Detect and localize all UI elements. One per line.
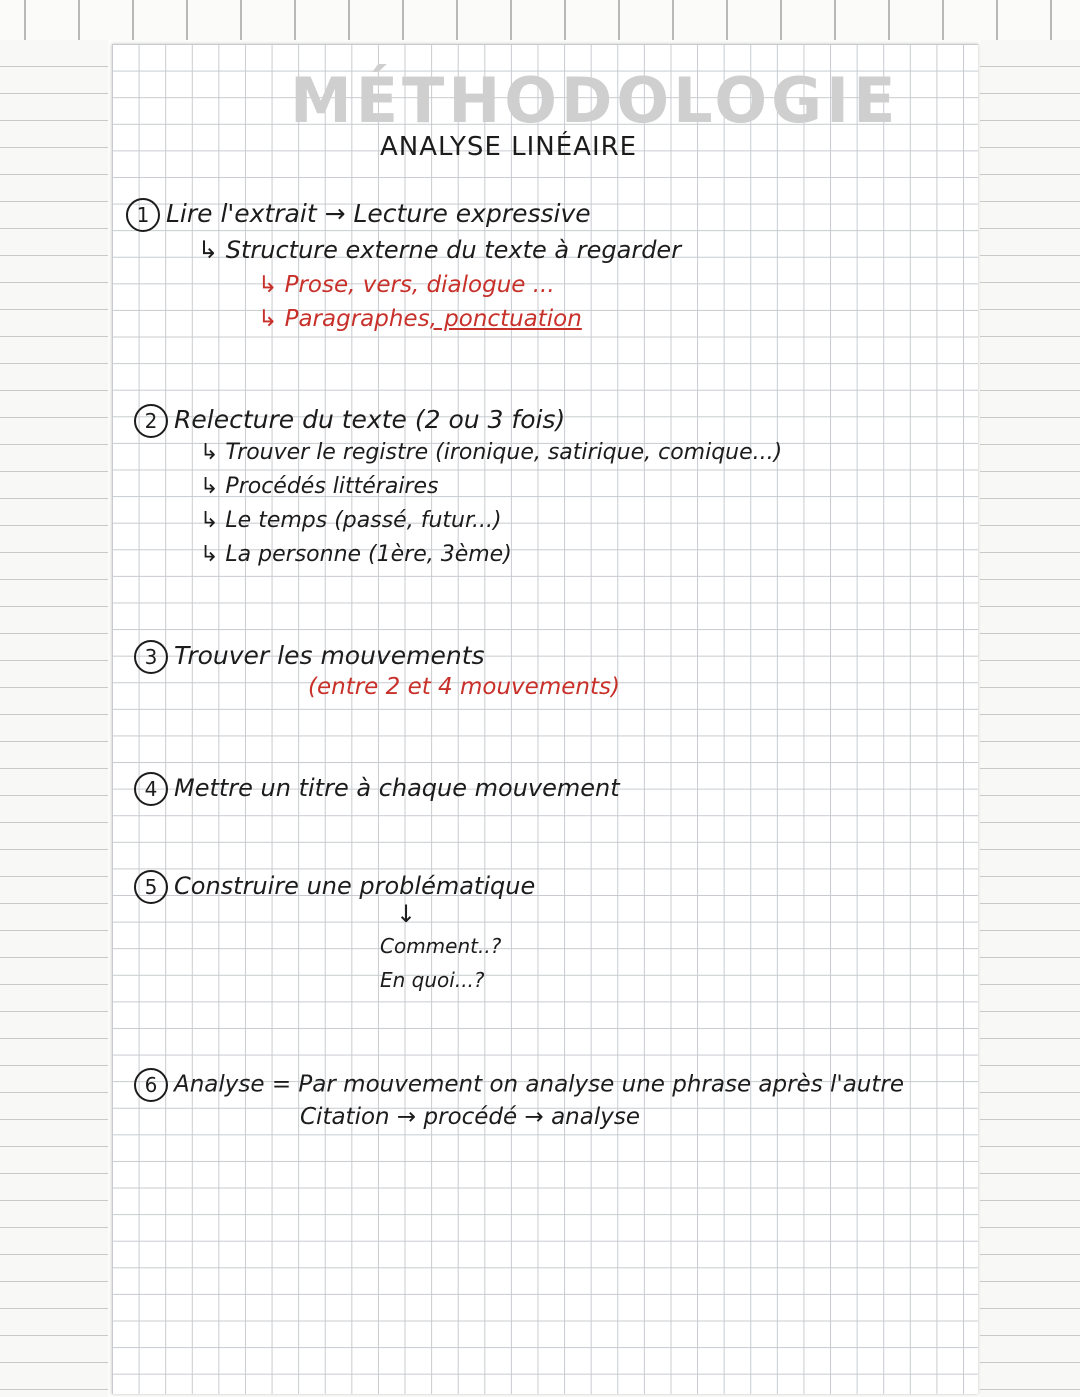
down-arrow-icon: ↓ <box>396 900 417 928</box>
page-title: MÉTHODOLOGIE <box>290 64 900 137</box>
step-3-text: Trouver les mouvements <box>174 641 485 670</box>
step-5-text: Construire une problématique <box>174 872 536 900</box>
step-2-line-1 <box>134 404 565 438</box>
step-6-line-1 <box>134 1068 904 1102</box>
step-1-text: Lire l'extrait → Lecture expressive <box>166 199 591 228</box>
step-1-line-1 <box>126 198 591 232</box>
step-4-number: 4 <box>134 772 168 806</box>
step-1-number: 1 <box>126 198 160 232</box>
step-6-text: Analyse = Par mouvement on analyse une phrase après l'autre <box>174 1071 905 1098</box>
step-6-line-2: Citation → procédé → analyse <box>300 1104 640 1130</box>
step-5-number: 5 <box>134 870 168 904</box>
step-1-line-2: ↳ Structure externe du texte à regarder <box>198 236 682 264</box>
notebook-spiral <box>0 0 1080 40</box>
step-1-line-3: ↳ Prose, vers, dialogue ... <box>258 272 555 298</box>
step-5-line-3: En quoi...? <box>380 968 485 992</box>
step-2-line-3: ↳ Procédés littéraires <box>200 474 439 499</box>
step-2-number: 2 <box>134 404 168 438</box>
step-3-number: 3 <box>134 640 168 674</box>
step-5-line-1 <box>134 870 535 904</box>
step-6-number: 6 <box>134 1068 168 1102</box>
step-2-line-4: ↳ Le temps (passé, futur...) <box>200 508 502 533</box>
step-4-text: Mettre un titre à chaque mouvement <box>174 774 620 802</box>
step-1-ponctuation: , ponctuation <box>429 306 582 332</box>
step-3-line-2: (entre 2 et 4 mouvements) <box>308 674 620 700</box>
page-stack-left <box>0 40 108 1397</box>
step-1-line-4 <box>258 306 582 332</box>
step-3-line-1 <box>134 640 485 674</box>
step-4-line-1 <box>134 772 620 806</box>
page-stack-right <box>980 40 1080 1397</box>
step-2-line-5: ↳ La personne (1ère, 3ème) <box>200 542 512 567</box>
page-subtitle: ANALYSE LINÉAIRE <box>380 132 638 162</box>
step-5-line-2: Comment..? <box>380 934 502 958</box>
step-2-line-2: ↳ Trouver le registre (ironique, satirique, comique...) <box>200 440 783 465</box>
step-2-text: Relecture du texte (2 ou 3 fois) <box>174 405 566 434</box>
step-1-paragraphes: ↳ Paragraphes <box>258 306 430 332</box>
